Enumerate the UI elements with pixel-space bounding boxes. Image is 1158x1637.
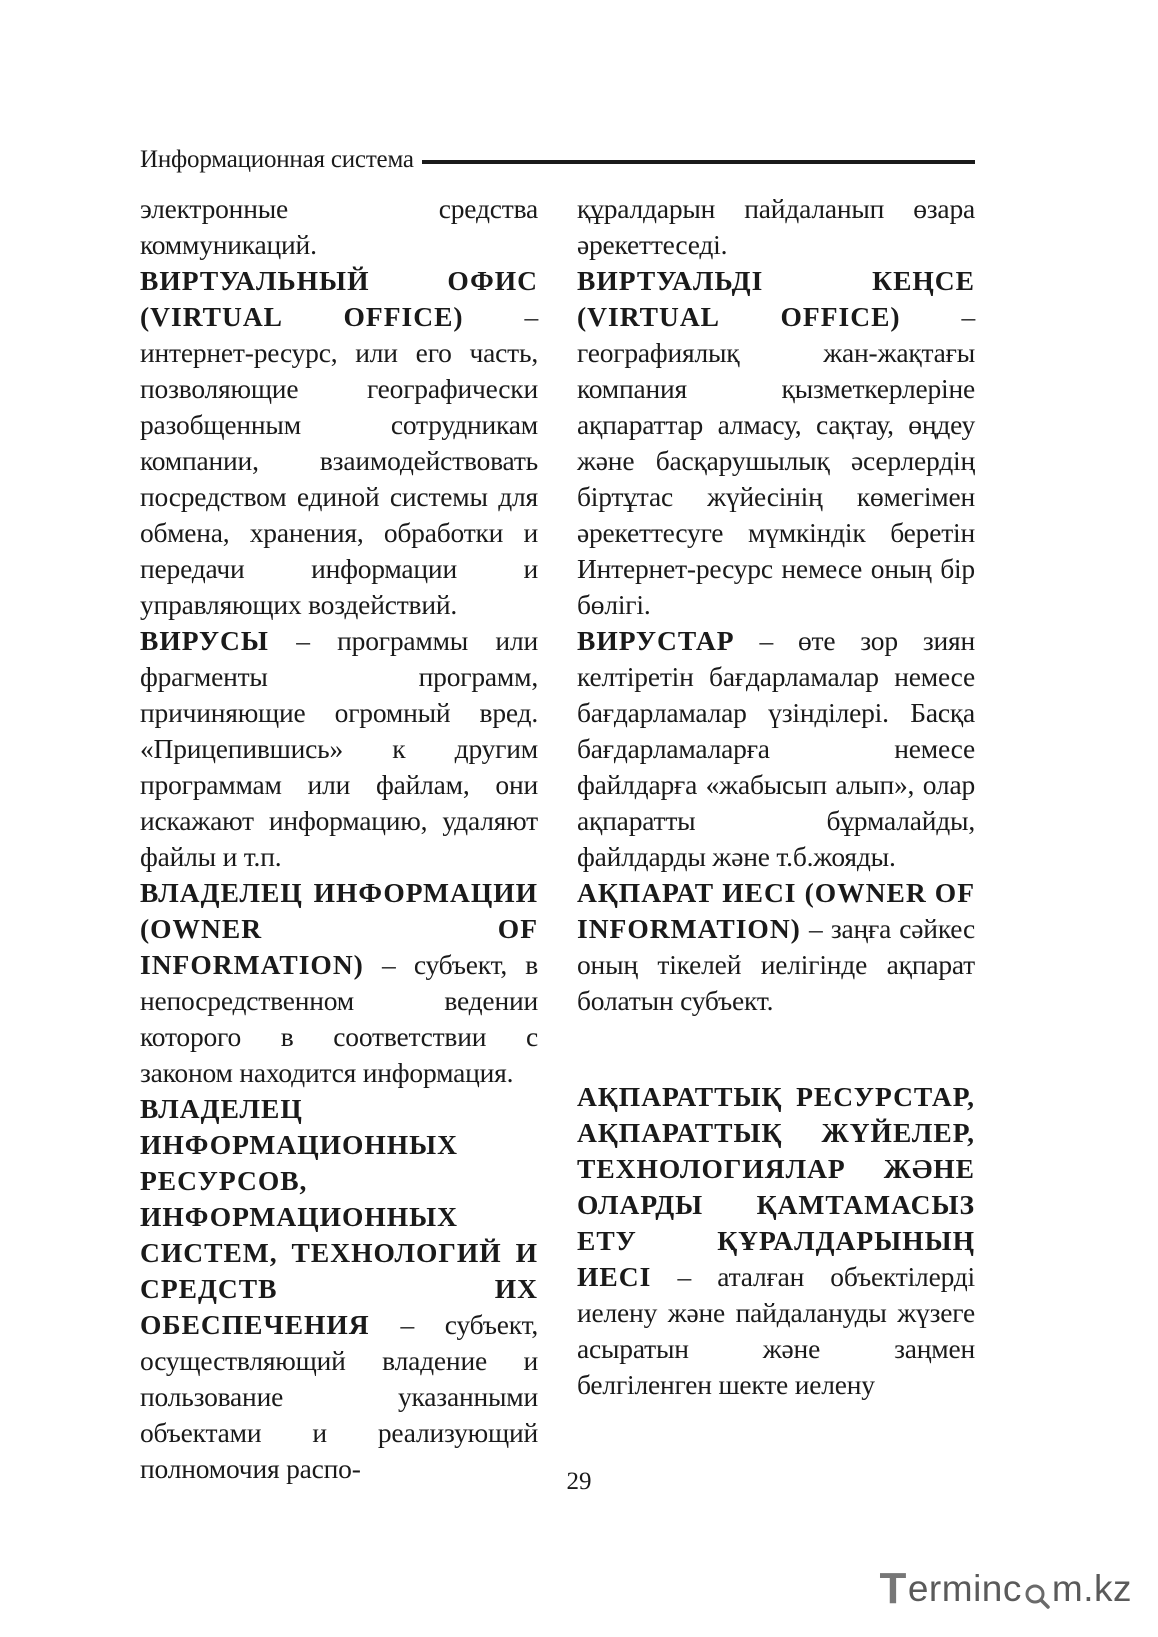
entry-owner-of-resources xyxy=(577,1079,975,1403)
entry-text: электронные средства коммуникаций. xyxy=(140,193,538,260)
entry-text: құралдарын пайдаланып өзара әрекеттеседі. xyxy=(577,193,975,260)
entry-term: ВИРТУАЛЬНЫЙ ОФИС (VIRTUAL OFFICE) xyxy=(140,265,538,332)
entry-virtual-office xyxy=(577,263,975,623)
page-number: 29 xyxy=(566,1468,592,1495)
entry-owner-of-resources xyxy=(140,1091,538,1487)
entry-owner-of-information xyxy=(577,875,975,1019)
entry-text: – субъект, в непосредственном ведении которого в соответствии с законом находится информация. xyxy=(140,949,538,1088)
right-column xyxy=(577,191,975,1403)
entry-term: ВИРТУАЛЬДІ КЕҢСЕ (VIRTUAL OFFICE) xyxy=(577,265,975,332)
left-column xyxy=(140,191,538,1487)
watermark-logo xyxy=(879,1563,1132,1615)
entry-text: – аталған объектілерді иелену және пайдалануды жүзеге асыратын және заңмен белгіленген шекте иелену xyxy=(577,1261,975,1400)
magnifier-icon xyxy=(1024,1576,1050,1602)
entry-text: – субъект, осуществляющий владение и пользование указанными объектами и реализующий полномочия распо- xyxy=(140,1309,538,1484)
column-gap xyxy=(577,1019,975,1079)
watermark-first-letter: T xyxy=(879,1564,907,1613)
entry-text: – интернет-ресурс, или его часть, позволяющие географически разобщенным сотрудникам компании, взаимодействовать посредством единой системы для обмена, хранения, обработки и передачи информации и управляющих воздействий. xyxy=(140,301,538,620)
running-header xyxy=(140,143,975,177)
entry-term: ВИРУСЫ xyxy=(140,625,269,656)
entry-text: – өте зор зиян келтіретін бағдарламалар немесе бағдарламалар үзінділері. Басқа бағдарламаларға немесе файлдарға «жабысып алып», олар ақпаратты бұрмалайды, файлдарды және т.б.жояды. xyxy=(577,625,975,872)
entry-viruses xyxy=(140,623,538,875)
entry-term: ВИРУСТАР xyxy=(577,625,735,656)
entry-continuation xyxy=(577,191,975,263)
entry-term: ВЛАДЕЛЕЦ ИНФОРМАЦИИ (OWNER OF INFORMATION) xyxy=(140,877,538,980)
entry-term: АҚПАРАТТЫҚ РЕСУРСТАР, АҚПАРАТТЫҚ ЖҮЙЕЛЕР, ТЕХНОЛОГИЯЛАР ЖӘНЕ ОЛАРДЫ ҚАМТАМАСЫЗ ЕТУ ҚҰРАЛДАРЫНЫҢ ИЕСІ xyxy=(577,1081,975,1292)
entry-term: ВЛАДЕЛЕЦ ИНФОРМАЦИОННЫХ РЕСУРСОВ, ИНФОРМАЦИОННЫХ СИСТЕМ, ТЕХНОЛОГИЙ И СРЕДСТВ ИХ ОБЕСПЕЧЕНИЯ xyxy=(140,1093,538,1340)
entry-owner-of-information xyxy=(140,875,538,1091)
entry-text: – географиялық жан-жақтағы компания қызметкерлеріне ақпараттар алмасу, сақтау, өңдеу және басқарушылық әсерлердің біртұтас жүйесінің көмегімен әрекеттесуге мүмкіндік беретін Интернет-ресурс немесе оның бір бөлігі. xyxy=(577,301,975,620)
entry-text: – заңға сәйкес оның тікелей иелігінде ақпарат болатын субъект. xyxy=(577,913,975,1016)
watermark-mid: erminc xyxy=(907,1568,1022,1609)
watermark-last: m.kz xyxy=(1051,1568,1132,1609)
entry-continuation xyxy=(140,191,538,263)
header-title: Информационная система xyxy=(140,146,414,173)
entry-term: АҚПАРАТ ИЕСІ (OWNER OF INFORMATION) xyxy=(577,877,975,944)
entry-virtual-office xyxy=(140,263,538,623)
entry-viruses xyxy=(577,623,975,875)
header-rule xyxy=(422,160,975,164)
entry-text: – программы или фрагменты программ, причиняющие огромный вред. «Прицепившись» к другим программам или файлам, они искажают информацию, удаляют файлы и т.п. xyxy=(140,625,538,872)
